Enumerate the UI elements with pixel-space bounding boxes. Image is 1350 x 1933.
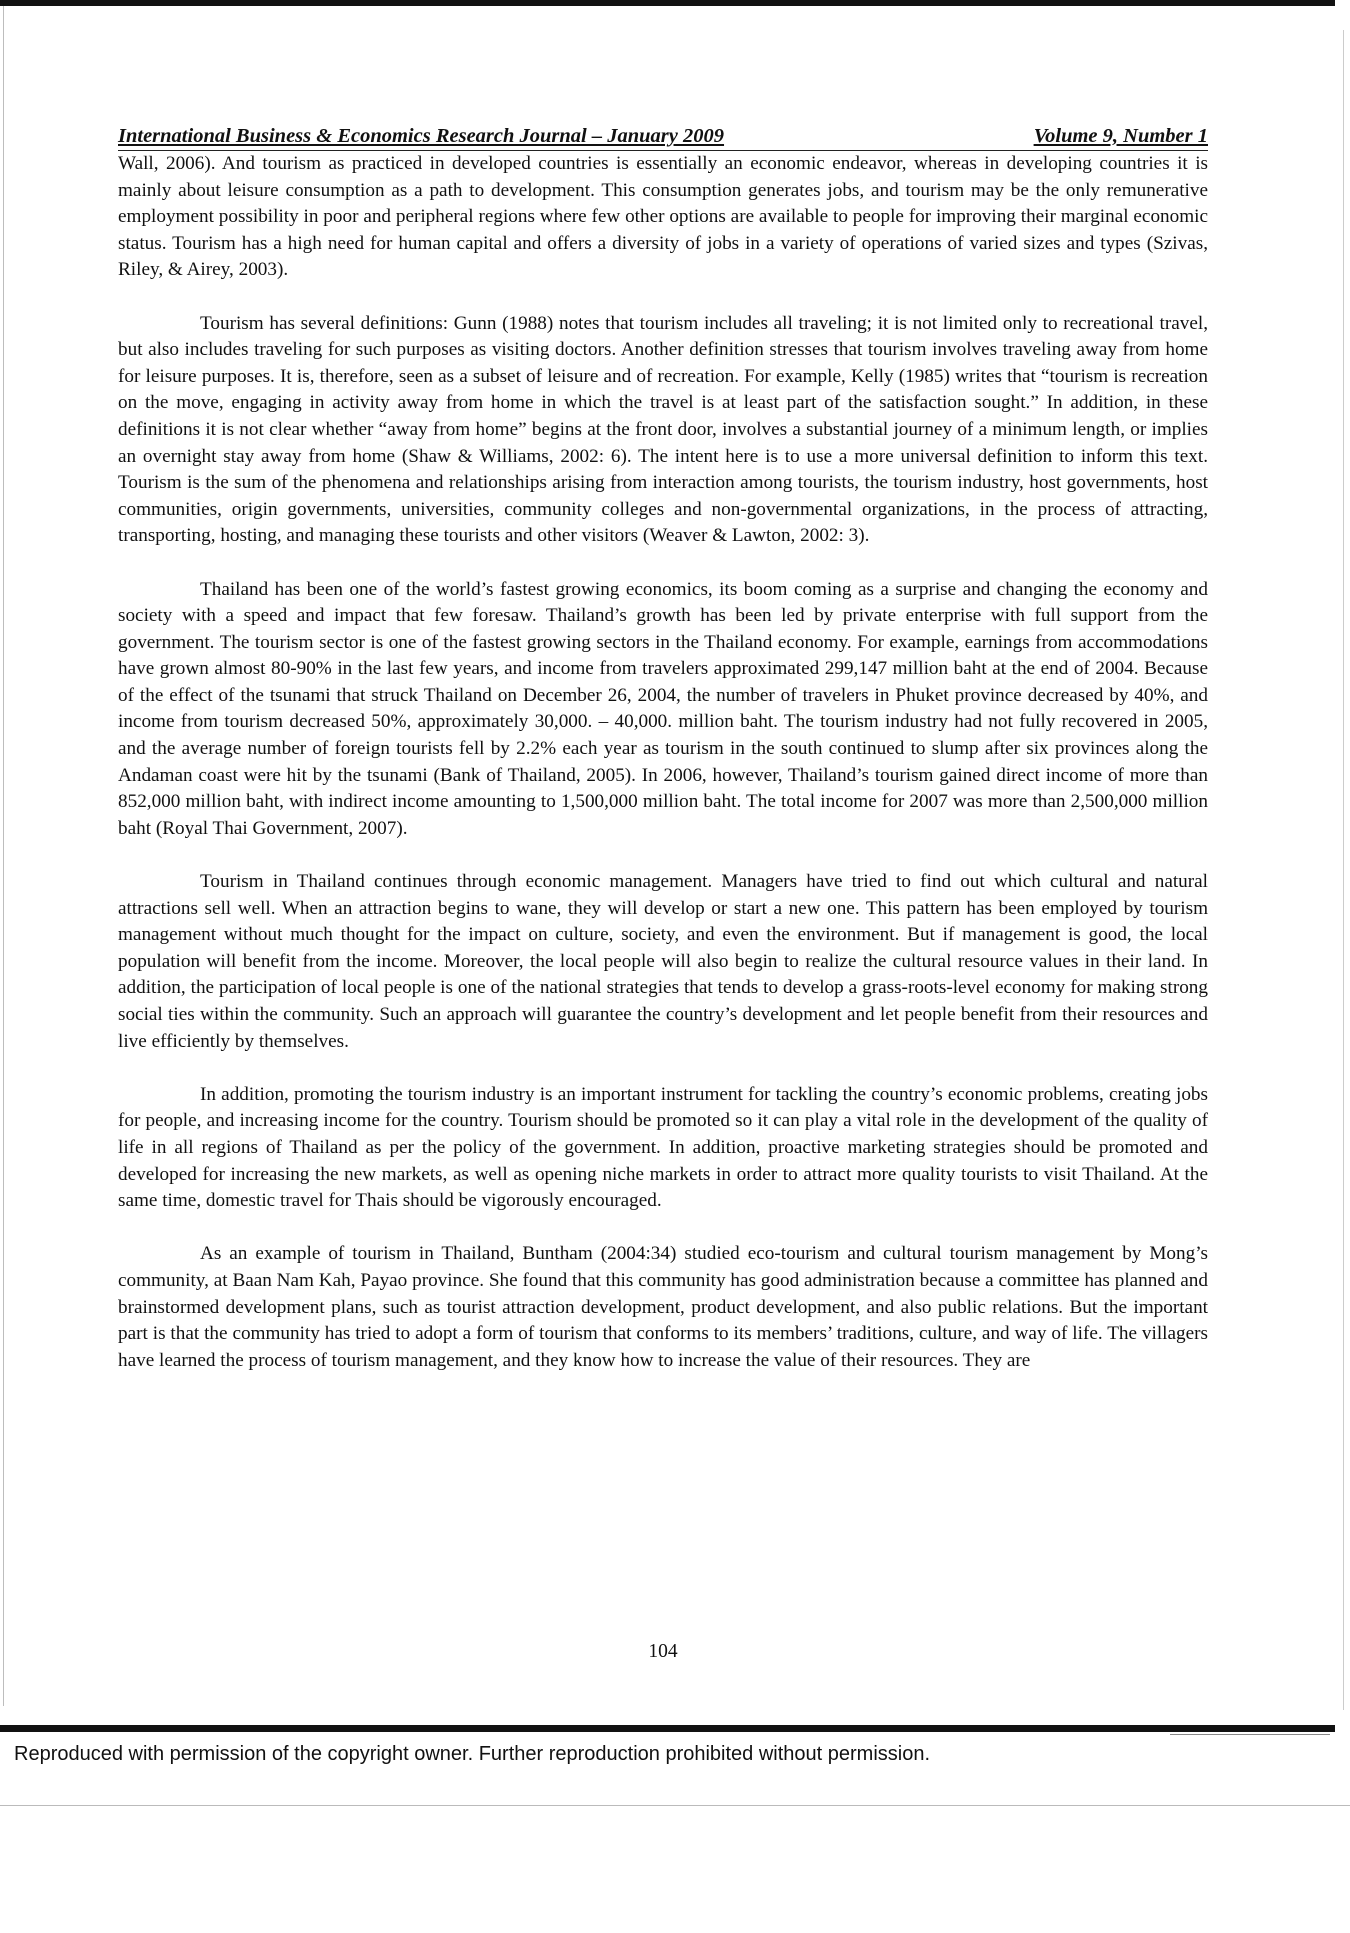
page-number: 104 <box>648 1641 678 1662</box>
paragraph-definitions: Tourism has several definitions: Gunn (1988) notes that tourism includes all traveling; it is not limited only to recreational travel, but also includes traveling for such purposes as visiting doctors. Another definition stresses that tourism involves traveling away from home for leisure purposes. It is, therefore, seen as a subset of leisure and of recreation. For example, Kelly (1985) writes that “tourism is recreation on the move, engaging in activity away from home in which the travel is at least part of the satisfaction sought.” In addition, in these definitions it is not clear whether “away from home” begins at the front door, involves a substantial journey of a minimum length, or implies an overnight stay away from home (Shaw & Williams, 2002: 6). The intent here is to use a more universal definition to inform this text. Tourism is the sum of the phenomena and relationships arising from interaction among tourists, the tourism industry, host governments, host communities, origin governments, universities, community colleges and non-governmental organizations, in the process of attracting, transporting, hosting, and managing these tourists and other visitors (Weaver & Lawton, 2002: 3). <box>118 312 1208 547</box>
paragraph-example: As an example of tourism in Thailand, Buntham (2004:34) studied eco-tourism and cultural tourism management by Mong’s community, at Baan Nam Kah, Payao province. She found that this community has good administration because a committee has planned and brainstormed development plans, such as tourist attraction development, product development, and also public relations. But the important part is that the community has tried to adopt a form of tourism that conforms to its members’ traditions, culture, and way of life. The villagers have learned the process of tourism management, and they know how to increase the value of their resources. They are <box>118 1243 1208 1371</box>
paragraph-promotion: In addition, promoting the tourism industry is an important instrument for tackling the country’s economic problems, creating jobs for people, and increasing income for the country. Tourism should be promoted so it can play a vital role in the development of the quality of life in all regions of Thailand as per the policy of the government. In addition, proactive marketing strategies should be promoted and developed for increasing the new markets, as well as opening niche markets in order to attract more quality tourists to visit Thailand. At the same time, domestic travel for Thais should be vigorously encouraged. <box>118 1083 1208 1212</box>
bottom-scan-rule <box>0 1725 1335 1732</box>
journal-title: International Business & Economics Research Journal – January 2009 <box>118 125 725 147</box>
footer-divider <box>0 1805 1350 1806</box>
top-scan-rule <box>0 0 1335 6</box>
paragraph-continued: Wall, 2006). And tourism as practiced in developed countries is essentially an economic endeavor, whereas in developing countries it is mainly about leisure consumption as a path to development. This consumption generates jobs, and tourism may be the only remunerative employment possibility in poor and peripheral regions where few other options are available to people for improving their marginal economic status. Tourism has a high need for human capital and offers a diversity of jobs in a variety of operations of varied sizes and types (Szivas, Riley, & Airey, 2003). <box>118 153 1208 281</box>
running-header <box>118 124 1208 151</box>
right-scan-edge <box>1343 30 1344 1710</box>
journal-page <box>118 124 1208 1662</box>
left-scan-edge <box>3 6 4 1706</box>
paragraph-thailand-growth: Thailand has been one of the world’s fastest growing economics, its boom coming as a surprise and changing the economy and society with a speed and impact that few foresaw. Thailand’s growth has been led by private enterprise with full support from the government. The tourism sector is one of the fastest growing sectors in the Thailand economy. For example, earnings from accommodations have grown almost 80-90% in the last few years, and income from travelers approximated 299,147 million baht at the end of 2004. Because of the effect of the tsunami that struck Thailand on December 26, 2004, the number of travelers in Phuket province decreased by 40%, and income from tourism decreased 50%, approximately 30,000. – 40,000. million baht. The tourism industry had not fully recovered in 2005, and the average number of foreign tourists fell by 2.2% each year as tourism in the south continued to slump after six provinces along the Andaman coast were hit by the tsunami (Bank of Thailand, 2005). In 2006, however, Thailand’s tourism gained direct income of more than 852,000 million baht, with indirect income amounting to 1,500,000 million baht. The total income for 2007 was more than 2,500,000 million baht (Royal Thai Government, 2007). <box>118 578 1208 839</box>
bottom-scan-rule-thin <box>1170 1734 1330 1735</box>
article-body <box>118 151 1208 1374</box>
paragraph-economic-management: Tourism in Thailand continues through economic management. Managers have tried to find out which cultural and natural attractions sell well. When an attraction begins to wane, they will develop or start a new one. This pattern has been employed by tourism management without much thought for the impact on culture, society, and even the environment. But if management is good, the local population will benefit from the income. Moreover, the local people will also begin to realize the cultural resource values in their land. In addition, the participation of local people is one of the national strategies that tends to develop a grass-roots-level economy for making strong social ties within the community. Such an approach will guarantee the country’s development and let people benefit from their resources and live efficiently by themselves. <box>118 871 1208 1052</box>
volume-number: Volume 9, Number 1 <box>1033 125 1208 147</box>
copyright-notice: Reproduced with permission of the copyright owner. Further reproduction prohibited without permission. <box>14 1743 931 1765</box>
